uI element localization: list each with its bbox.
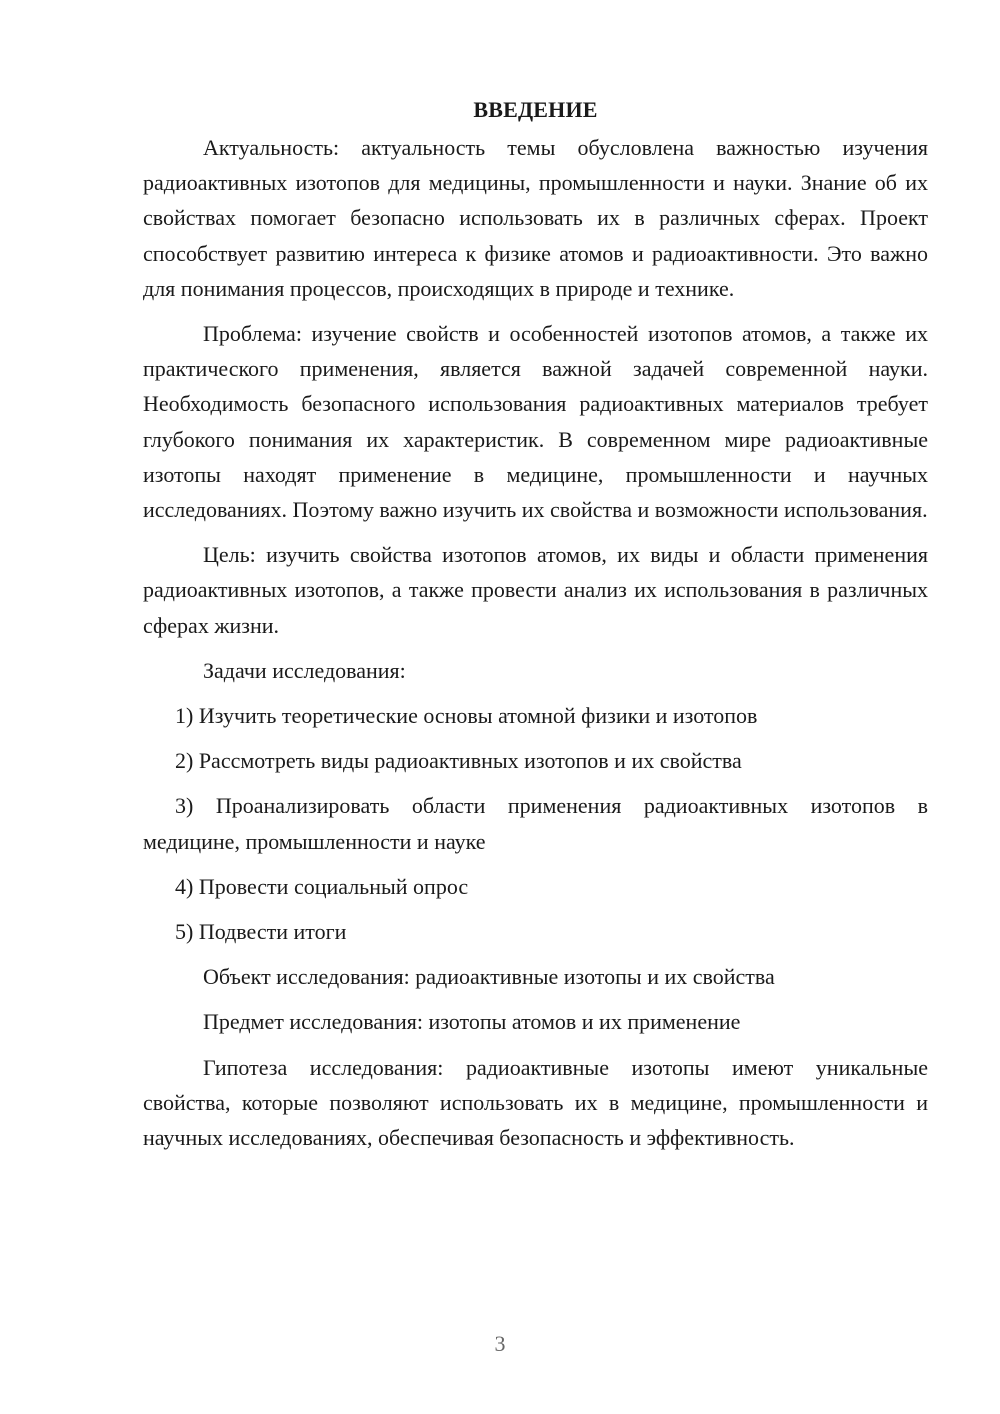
document-page	[143, 92, 928, 1165]
task-item-3: 3) Проанализировать области применения радиоактивных изотопов в медицине, промышленности и науке	[143, 793, 928, 854]
tasks-heading: Задачи исследования:	[203, 657, 406, 683]
page-number: 3	[494, 1331, 506, 1356]
relevance-paragraph: Актуальность: актуальность темы обусловлена важностью изучения радиоактивных изотопов для медицины, промышленности и науки. Знание об их свойствах помогает безопасно использовать их в различных сферах. Проект способствует развитию интереса к физике атомов и радиоактивности. Это важно для понимания процессов, происходящих в природе и технике.	[143, 135, 928, 301]
research-hypothesis: Гипотеза исследования: радиоактивные изотопы имеют уникальные свойства, которые позволяют использовать их в медицине, промышленности и научных исследованиях, обеспечивая безопасность и эффективность.	[143, 1054, 928, 1151]
goal-paragraph: Цель: изучить свойства изотопов атомов, их виды и области применения радиоактивных изотопов, а также провести анализ их использования в различных сферах жизни.	[143, 542, 928, 638]
task-item-4: 4) Провести социальный опрос	[175, 873, 469, 899]
task-item-2: 2) Рассмотреть виды радиоактивных изотопов и их свойства	[175, 748, 742, 774]
research-object: Объект исследования: радиоактивные изотопы и их свойства	[203, 964, 775, 990]
task-item-1: 1) Изучить теоретические основы атомной физики и изотопов	[175, 703, 758, 729]
research-subject: Предмет исследования: изотопы атомов и их применение	[203, 1009, 741, 1035]
problem-paragraph: Проблема: изучение свойств и особенностей изотопов атомов, а также их практического применения, является важной задачей современной науки. Необходимость безопасного использования радиоактивных материалов требует глубокого понимания их характеристик. В современном мире радиоактивные изотопы находят применение в медицине, промышленности и научных исследованиях. Поэтому важно изучить их свойства и возможности использования.	[143, 321, 928, 523]
task-item-5: 5) Подвести итоги	[175, 919, 347, 945]
page-title: ВВЕДЕНИЕ	[473, 97, 598, 122]
